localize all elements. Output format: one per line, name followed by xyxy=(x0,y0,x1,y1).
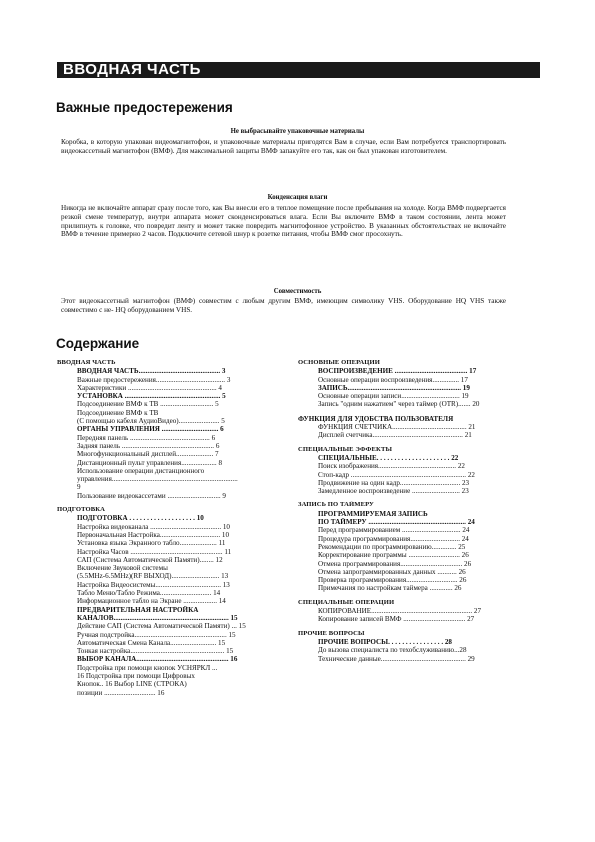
toc-entry: Продвижение на один кадр.................................. 23 xyxy=(318,478,470,487)
toc-section-heading: ЗАПИСЬ ПО ТАЙМЕРУ xyxy=(298,501,374,509)
toc-entry: позиции ............................. 16 xyxy=(77,688,165,697)
toc-entry: управления....................................................................... xyxy=(77,475,238,484)
toc-entry: Запись "одним нажатием" через таймер (OTR)....... 20 xyxy=(318,400,480,409)
toc-entry: Информационное табло на Экране ................... 14 xyxy=(77,597,226,606)
toc-entry: Ручная подстройка.................................................... 15 xyxy=(77,630,236,639)
toc-entry: Дисплей счетчика................................................... 21 xyxy=(318,431,472,440)
toc-entry: Пользование видеокассетами .............................. 9 xyxy=(77,491,226,500)
toc-entry: ПРЕДВАРИТЕЛЬНАЯ НАСТРОЙКА xyxy=(77,605,199,614)
toc-entry: Отмена запрограммированных данных ........... 26 xyxy=(318,567,466,576)
toc-section-heading: СПЕЦИАЛЬНЫЕ ОПЕРАЦИИ xyxy=(298,598,395,606)
toc-entry: ВЫБОР КАНАЛА.................................................... 16 xyxy=(77,655,238,664)
toc-entry: Настройка Часов .................................................... 11 xyxy=(77,547,232,556)
toc-section-heading: ПРОЧИЕ ВОПРОСЫ xyxy=(298,629,365,637)
toc-entry: Корректирование программы ............................. 26 xyxy=(318,551,469,560)
toc-entry: Табло Меню/Табло Режима............................. 14 xyxy=(77,589,221,598)
toc-entry: Передняя панель ............................................. 6 xyxy=(77,433,216,442)
toc-entry: (С помощью кабеля АудиоВидео)....................... 5 xyxy=(77,417,225,426)
toc-entry: Первоначальная Настройка.................................. 10 xyxy=(77,530,230,539)
packaging-heading: Не выбрасывайте упаковочные материалы xyxy=(230,128,365,135)
toc-entry: ОРГАНЫ УПРАВЛЕНИЯ ................................ 6 xyxy=(77,425,224,434)
toc-entry: СПЕЦИАЛЬНЫЕ. . . . . . . . . . . . . . . . . . . . . 22 xyxy=(318,453,459,462)
toc-entry: Использование операции дистанционного xyxy=(77,466,205,475)
toc-entry: Отмена программирования................................... 26 xyxy=(318,559,472,568)
toc-entry: Настройка Видеосистемы..................................... 13 xyxy=(77,580,230,589)
toc-entry: Основные операции записи................................. 19 xyxy=(318,392,469,401)
toc-entry: Подстройка при помощи кнопок УСНЯРКЛ ... xyxy=(77,663,218,672)
compatibility-text: Этот видеокассетный магнитофон (ВМФ) совместим с любым другим ВМФ, имеющим символику VHS. Оборудование HQ VHS также совместимо с не- HQ оборудованием VHS. xyxy=(61,297,506,314)
toc-entry: Важные предостережения....................................... 3 xyxy=(77,375,231,384)
toc-entry: Установка языка Экранного табло..................... 11 xyxy=(77,539,226,548)
toc-entry: Дистанционный пульт управления.................... 8 xyxy=(77,458,223,467)
toc-entry: Замедленное воспроизведение ........................... 23 xyxy=(318,487,469,496)
toc-entry: Кнопок.. 16 Выбор LINE (СТРОКА) xyxy=(77,680,187,689)
toc-entry: Стоп-кадр ................................................................. 22 xyxy=(318,470,475,479)
compatibility-heading: Совместимость xyxy=(273,288,322,295)
toc-entry: ПРОГРАММИРУЕМАЯ ЗАПИСЬ xyxy=(318,509,428,518)
toc-entry: Примечания по настройкам таймера ............. 26 xyxy=(318,584,462,593)
toc-entry: КОПИРОВАНИЕ......................................................... 27 xyxy=(318,607,482,616)
toc-entry: Поиск изображения............................................ 22 xyxy=(318,462,465,471)
toc-entry: Характеристики .................................................. 4 xyxy=(77,383,222,392)
toc-section-heading: ПОДГОТОВКА xyxy=(57,506,106,514)
toc-entry: Процедура программирования............................ 24 xyxy=(318,534,469,543)
toc-entry: УСТАНОВКА ...................................................... 5 xyxy=(77,392,226,401)
toc-entry: (5.5MHz-6.5MHz)(RF ВЫХОД)........................... 13 xyxy=(77,572,229,581)
toc-section-heading: ОСНОВНЫЕ ОПЕРАЦИИ xyxy=(298,359,380,366)
warnings-title: Важные предостережения xyxy=(56,100,233,115)
toc-entry: КАНАЛОВ................................................................. 15 xyxy=(77,613,238,622)
toc-entry: Проверка программирования............................. 26 xyxy=(318,576,467,585)
toc-entry: 16 Подстройка при помощи Цифровых xyxy=(77,671,195,680)
toc-section-heading: СПЕЦИАЛЬНЫЕ ЭФФЕКТЫ xyxy=(298,445,393,453)
toc-entry: Основные операции воспроизведения............... 17 xyxy=(318,375,468,384)
contents-title: Содержание xyxy=(56,336,140,351)
toc-entry: ВВОДНАЯ ЧАСТЬ.............................................. 3 xyxy=(77,367,226,376)
toc-entry: ВОСПРОИЗВЕДЕНИЕ ......................................... 17 xyxy=(318,367,477,376)
toc-entry: Копирование записей ВМФ ................................... 27 xyxy=(318,615,475,624)
packaging-text: Коробка, в которую упакован видеомагнитофон, и упаковочные материалы пригодятся Вам в случае, если Вам потребуется транспортировать видеокассетный магнитофон (ВМФ). Для максимальной защиты ВМФ запакуйте его так, как он был упакован изготовителем. xyxy=(61,138,506,155)
toc-entry: Подсоединение ВМФ к ТВ .............................. 5 xyxy=(77,400,219,409)
toc-right-column xyxy=(298,359,540,663)
toc-entry: САП (Система Автоматической Памяти)........ 12 xyxy=(77,555,223,564)
toc-entry: ПРОЧИЕ ВОПРОСЫ. . . . . . . . . . . . . . . . 28 xyxy=(318,637,452,646)
toc-entry: 9 xyxy=(77,483,81,492)
section-banner: ВВОДНАЯ ЧАСТЬ xyxy=(57,62,540,78)
toc-entry: ФУНКЦИЯ ДЛЯ УДОБСТВА ПОЛЬЗОВАТЕЛЯ xyxy=(298,414,454,423)
toc-entry: ФУНКЦИЯ СЧЕТЧИКА.......................................... 21 xyxy=(318,423,476,432)
toc-entry: Настройка видеоканала ........................................ 10 xyxy=(77,522,230,531)
toc-entry: Включение Звуковой системы xyxy=(77,564,168,573)
toc-entry: До вызова специалиста по техобслуживанию...28 xyxy=(318,646,467,655)
toc-entry: Многофункциональный дисплей..................... 7 xyxy=(77,450,219,459)
toc-section-heading: ВВОДНАЯ ЧАСТЬ xyxy=(57,359,116,366)
toc-entry: ЗАПИСЬ................................................................ 19 xyxy=(318,383,470,392)
toc-entry: Технические данные................................................ 29 xyxy=(318,654,475,663)
toc-entry: Перед программированием ................................. 24 xyxy=(318,526,470,535)
toc-entry: Рекомендации по программированию.............. 25 xyxy=(318,542,466,551)
toc-entry: ПОДГОТОВКА . . . . . . . . . . . . . . . . . . . 10 xyxy=(77,514,204,523)
condensation-heading: Конденсация влаги xyxy=(267,194,328,201)
toc-entry: ПО ТАЙМЕРУ ....................................................... 24 xyxy=(318,518,475,527)
toc-entry: Подсоединение ВМФ к ТВ xyxy=(77,408,159,417)
toc-entry: Действие САП (Система Автоматической Памяти) ... 15 xyxy=(77,622,246,631)
condensation-text: Никогда не включайте аппарат сразу после того, как Вы внесли его в теплое помещение после пребывания на холоде. Когда ВМФ подвергается резкой смене температур, внутри аппарата может сконденсироваться влага. Если Вы включите ВМФ в таком состоянии, лента может прилипнуть к головке, что повредит ленту и может также повредить магнитофонное устройство. В указанных обстоятельствах не включайте ВМФ в течение примерно 2 часов. Подключите сетевой шнур к розетке питания, чтобы ВМФ смог просохнуть. xyxy=(61,204,506,239)
toc-entry: Автоматическая Смена Канала.......................... 15 xyxy=(77,638,226,647)
toc-left-column xyxy=(57,359,299,697)
toc-entry: Задняя панель .................................................... 6 xyxy=(77,441,220,450)
toc-entry: Тонкая настройка..................................................... 15 xyxy=(77,647,234,656)
